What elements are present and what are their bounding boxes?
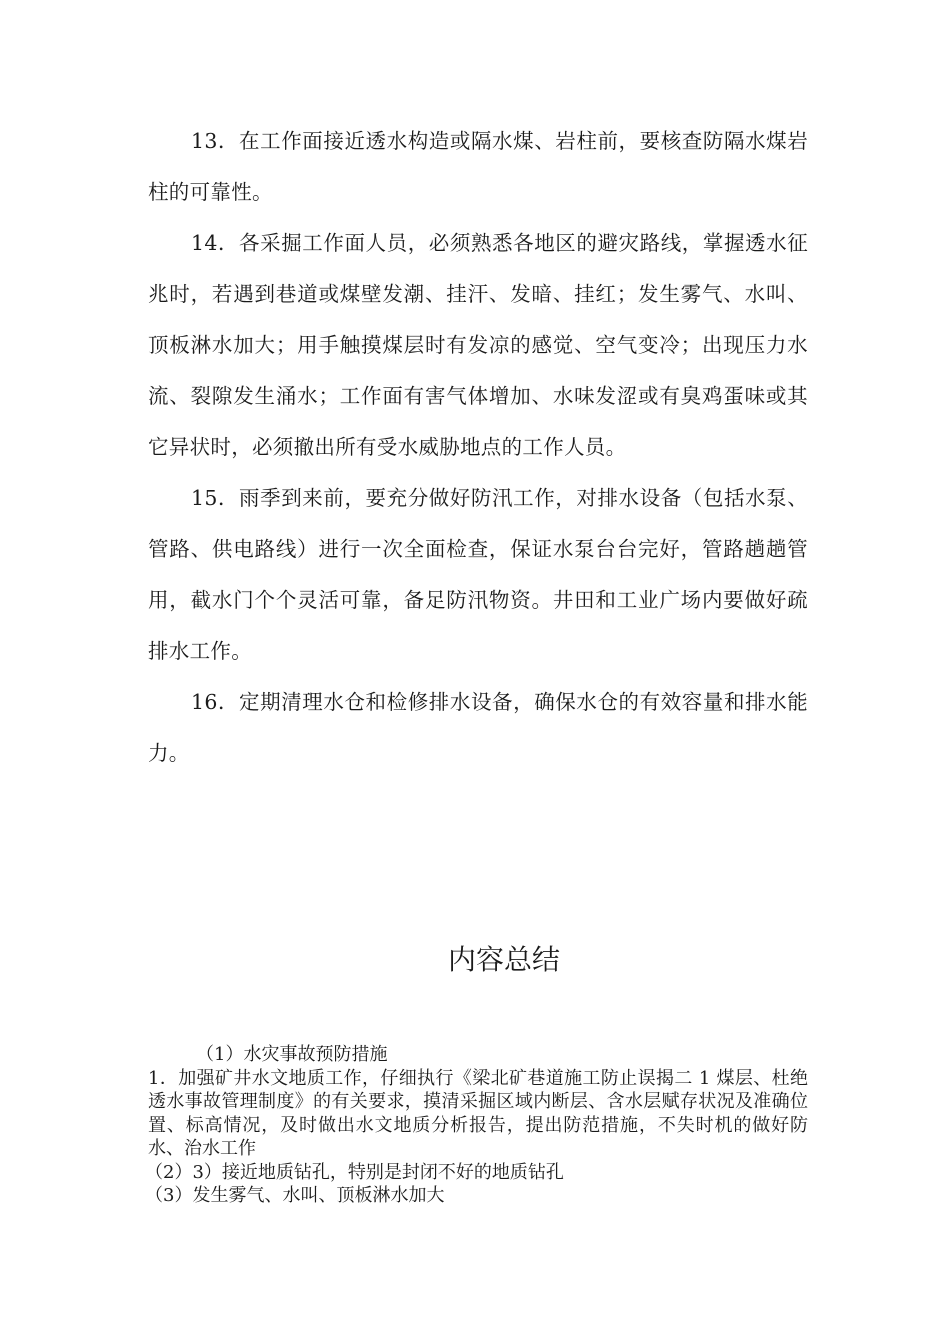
summary-item-1: 1．加强矿井水文地质工作，仔细执行《梁北矿巷道施工防止误揭二 1 煤层、杜绝透水事故管理制度》的有关要求，摸清采掘区域内断层、含水层赋存状况及准确位置、标高情况，及时做出水文地质分析报告，提出防范措施，不失时机的做好防水、治水工作 (148, 1067, 808, 1159)
summary-heading: 内容总结 (447, 943, 560, 976)
paragraph-16: 16．定期清理水仓和检修排水设备，确保水仓的有效容量和排水能力。 (148, 690, 808, 765)
body-text (148, 116, 808, 779)
summary-subtitle: （1）水灾事故预防措施 (196, 1044, 388, 1065)
summary-item-3: （3）发生雾气、水叫、顶板淋水加大 (145, 1185, 445, 1206)
paragraph-14: 14．各采掘工作面人员，必须熟悉各地区的避灾路线，掌握透水征兆时，若遇到巷道或煤壁发潮、挂汗、发暗、挂红；发生雾气、水叫、顶板淋水加大；用手触摸煤层时有发凉的感觉、空气变冷；出现压力水流、裂隙发生涌水；工作面有害气体增加、水味发涩或有臭鸡蛋味或其它异状时，必须撤出所有受水威胁地点的工作人员。 (148, 231, 808, 459)
summary-item-2: （2）3）接近地质钻孔，特别是封闭不好的地质钻孔 (145, 1161, 564, 1183)
summary-section (145, 1043, 808, 1208)
paragraph-15: 15．雨季到来前，要充分做好防汛工作，对排水设备（包括水泵、管路、供电路线）进行一次全面检查，保证水泵台台完好，管路趟趟管用，截水门个个灵活可靠，备足防汛物资。井田和工业广场内要做好疏排水工作。 (148, 486, 808, 663)
paragraph-13: 13．在工作面接近透水构造或隔水煤、岩柱前，要核查防隔水煤岩柱的可靠性。 (148, 129, 808, 204)
